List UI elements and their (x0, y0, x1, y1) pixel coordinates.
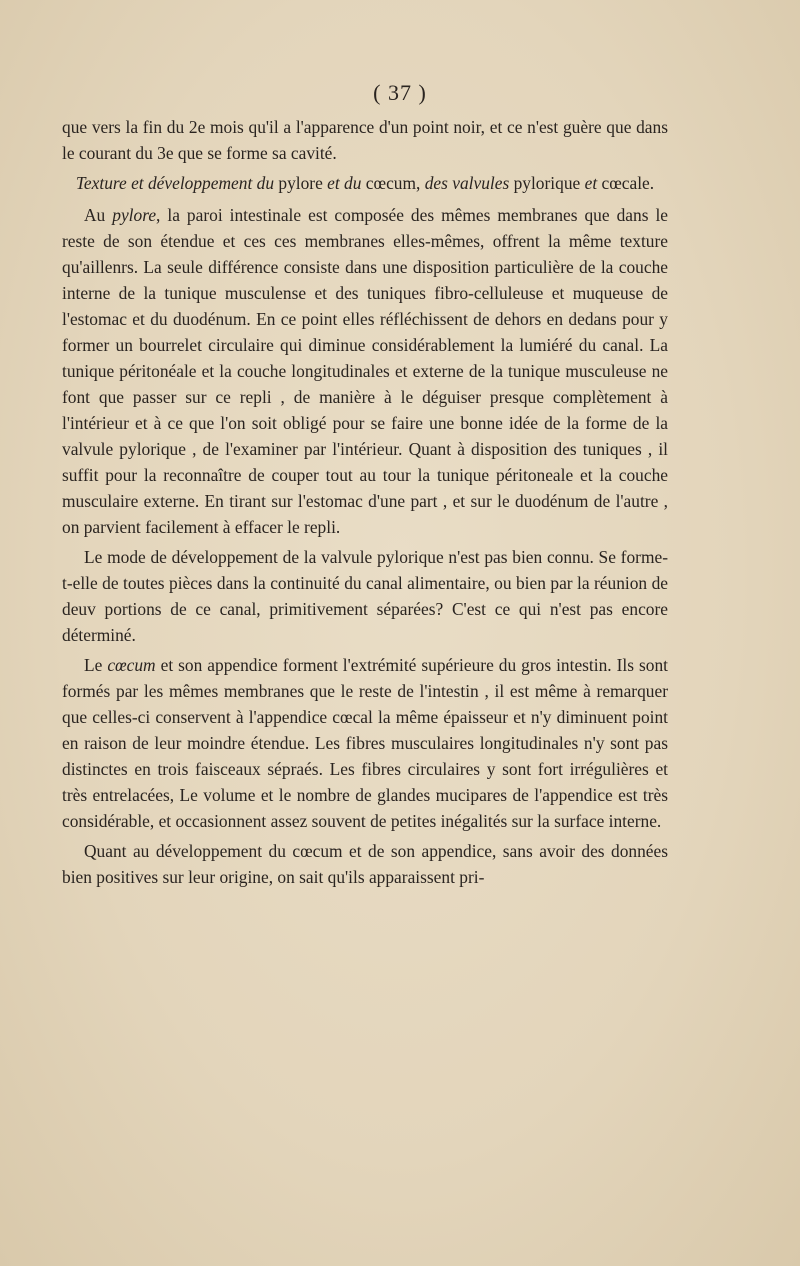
paragraph-coecum (62, 652, 668, 834)
heading-part: pylorique (509, 173, 585, 193)
paragraph-text: et son appendice forment l'extrémité supérieure du gros intestin. Ils sont formés par les mêmes membranes que le reste de l'intestin , il est même à remarquer que celles-ci conservent à l'appendice cœcal la même épaisseur et n'y diminuent point en raison de leur moindre étendue. Les fibres musculaires longitudinales n'y sont pas distinctes en trois faisceaux sépraés. Les fibres circulaires y sont fort irrégulières et très entrelacées, Le volume et le nombre de glandes mucipares de l'appendice est très considérable, et occasionnent assez souvent de petites inégalités sur la surface interne. (62, 655, 668, 831)
heading-part: du (252, 173, 279, 193)
section-heading (62, 170, 668, 196)
paragraph-lead: Le (84, 655, 108, 675)
paragraph-valvule: Le mode de développement de la valvule pylorique n'est pas bien connu. Se forme-t-elle de toutes pièces dans la continuité du canal alimentaire, ou bien par la réunion de deuv portions de ce canal, primitivement séparées? C'est ce qui n'est pas encore déterminé. (62, 547, 668, 645)
paragraph-developpement: Quant au développement du cœcum et de son appendice, sans avoir des données bien positives sur leur origine, on sait qu'ils apparaissent pri- (62, 841, 668, 887)
paragraph-lead: Au (84, 205, 113, 225)
body-text (62, 114, 668, 890)
heading-part: des valvules (424, 173, 510, 193)
heading-part: pylore (278, 173, 323, 193)
heading-part: Texture et développement (75, 173, 253, 193)
paragraph-emphasis: cœcum (107, 655, 156, 675)
paragraph-pylore (62, 202, 668, 540)
heading-part: cœcum, (365, 173, 425, 193)
heading-part: cœcale. (597, 173, 655, 193)
paragraph-continuation: que vers la fin du 2e mois qu'il a l'apparence d'un point noir, et ce n'est guère que dans le courant du 3e que se forme sa cavité. (62, 117, 668, 163)
heading-part: et du (322, 173, 366, 193)
paragraph-text: , la paroi intestinale est composée des mêmes membranes que dans le reste de son étendue et ces ces membranes elles-mêmes, offrent la même texture qu'aillenrs. La seule différence consiste dans une disposition particulière de la couche interne de la tunique musculense et des tuniques fibro-celluleuse et muqueuse de l'estomac et du duodénum. En ce point elles réfléchissent de dehors en dedans pour y former un bourrelet circulaire qui diminue considérablement la lumiéré du canal. La tunique péritonéale et la couche longitudinales et externe de la tunique musculeuse ne font que passer sur ce repli , de manière à le déguiser presque complètement à l'intérieur et à ce que l'on soit obligé pour se faire une bonne idée de la forme de la valvule pylorique , de l'examiner par l'intérieur. Quant à disposition des tuniques , il suffit pour la reconnaître de couper tout au tour la tunique péritoneale et la couche musculaire externe. En tirant sur l'estomac d'une part , et sur le duodénum de l'autre , on parvient facilement à effacer le repli. (62, 205, 669, 537)
heading-part: et (584, 173, 598, 193)
page-number: ( 37 ) (373, 80, 427, 105)
paragraph-emphasis: pylore (112, 205, 157, 225)
